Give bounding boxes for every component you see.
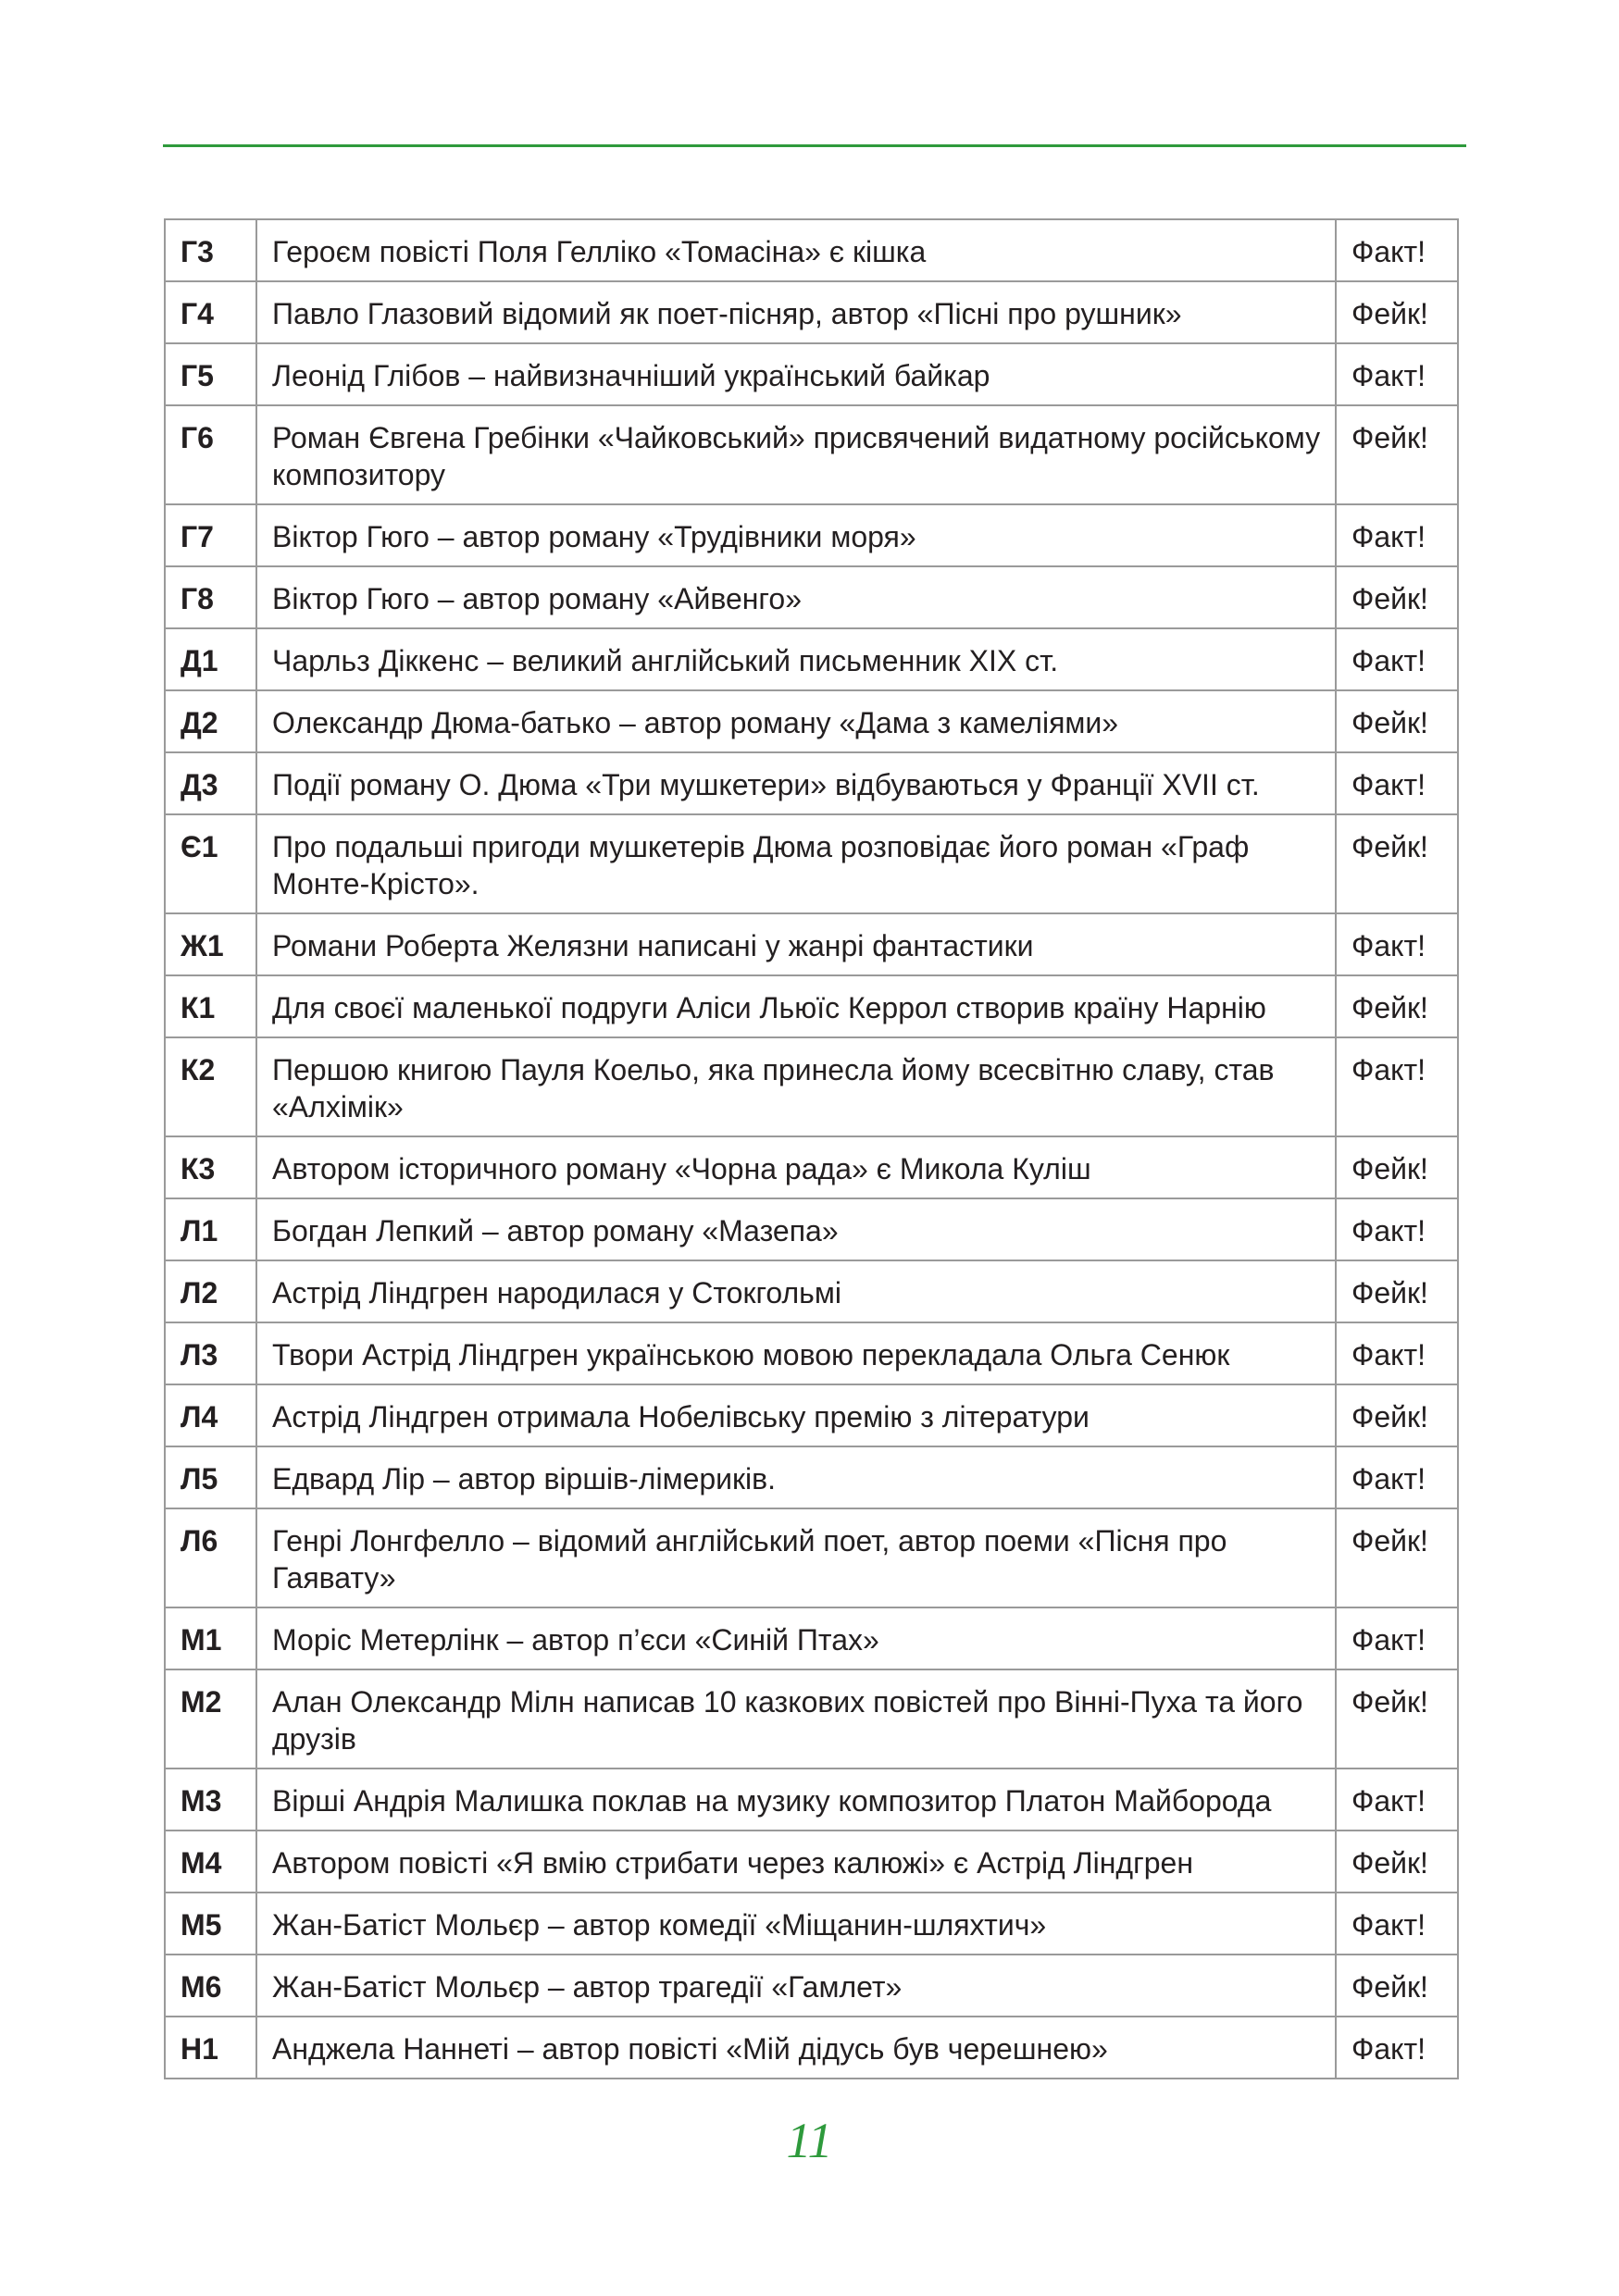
table-body <box>165 219 1458 2079</box>
row-code: Г8 <box>165 566 256 628</box>
row-code: Ж1 <box>165 913 256 975</box>
row-verdict: Фейк! <box>1336 1508 1458 1607</box>
table-row <box>165 1831 1458 1893</box>
table-row <box>165 343 1458 405</box>
row-code: Л1 <box>165 1198 256 1260</box>
row-code: М5 <box>165 1893 256 1955</box>
row-verdict: Факт! <box>1336 752 1458 814</box>
table-row <box>165 975 1458 1037</box>
row-statement: Романи Роберта Желязни написані у жанрі фантастики <box>256 913 1336 975</box>
table-row <box>165 1198 1458 1260</box>
row-statement: Героєм повісті Поля Гелліко «Томасіна» є кішка <box>256 219 1336 281</box>
row-verdict: Факт! <box>1336 1322 1458 1384</box>
table-row <box>165 281 1458 343</box>
row-statement: Олександр Дюма-батько – автор роману «Дама з камеліями» <box>256 690 1336 752</box>
row-statement: Чарльз Діккенс – великий англійський письменник XIX ст. <box>256 628 1336 690</box>
table-row <box>165 219 1458 281</box>
row-verdict: Фейк! <box>1336 405 1458 504</box>
table-row <box>165 1136 1458 1198</box>
table-row <box>165 814 1458 913</box>
row-statement: Роман Євгена Гребінки «Чайковський» присвячений видатному російському композитору <box>256 405 1336 504</box>
table-row <box>165 913 1458 975</box>
row-verdict: Факт! <box>1336 1769 1458 1831</box>
table-row <box>165 628 1458 690</box>
table-row <box>165 405 1458 504</box>
row-code: Л6 <box>165 1508 256 1607</box>
table-row <box>165 1260 1458 1322</box>
row-verdict: Факт! <box>1336 2017 1458 2079</box>
row-statement: Моріс Метерлінк – автор п’єси «Синій Птах» <box>256 1607 1336 1669</box>
row-code: Л5 <box>165 1446 256 1508</box>
row-code: М1 <box>165 1607 256 1669</box>
row-verdict: Факт! <box>1336 1607 1458 1669</box>
row-code: Г5 <box>165 343 256 405</box>
row-code: М2 <box>165 1669 256 1769</box>
row-statement: Павло Глазовий відомий як поет-пісняр, автор «Пісні про рушник» <box>256 281 1336 343</box>
row-statement: Першою книгою Пауля Коельо, яка принесла йому всесвітню славу, став «Алхімік» <box>256 1037 1336 1136</box>
page-number: 11 <box>786 2113 833 2168</box>
row-statement: Події роману О. Дюма «Три мушкетери» відбуваються у Франції XVII ст. <box>256 752 1336 814</box>
row-statement: Леонід Глібов – найвизначніший український байкар <box>256 343 1336 405</box>
table-row <box>165 1508 1458 1607</box>
row-verdict: Фейк! <box>1336 1669 1458 1769</box>
row-code: М4 <box>165 1831 256 1893</box>
row-code: К3 <box>165 1136 256 1198</box>
row-code: Д1 <box>165 628 256 690</box>
row-verdict: Фейк! <box>1336 1831 1458 1893</box>
row-code: Г4 <box>165 281 256 343</box>
row-statement: Едвард Лір – автор віршів-лімериків. <box>256 1446 1336 1508</box>
row-statement: Про подальші пригоди мушкетерів Дюма розповідає його роман «Граф Монте-Крісто». <box>256 814 1336 913</box>
table-row <box>165 1037 1458 1136</box>
row-verdict: Фейк! <box>1336 1955 1458 2017</box>
row-verdict: Факт! <box>1336 1893 1458 1955</box>
header-rule <box>163 144 1466 147</box>
row-verdict: Факт! <box>1336 343 1458 405</box>
row-verdict: Фейк! <box>1336 1260 1458 1322</box>
table-row <box>165 1607 1458 1669</box>
row-verdict: Факт! <box>1336 1198 1458 1260</box>
row-statement: Для своєї маленької подруги Аліси Льюїс Керрол створив країну Нарнію <box>256 975 1336 1037</box>
row-verdict: Факт! <box>1336 628 1458 690</box>
row-verdict: Фейк! <box>1336 690 1458 752</box>
row-code: Л4 <box>165 1384 256 1446</box>
table-row <box>165 1893 1458 1955</box>
row-verdict: Факт! <box>1336 1037 1458 1136</box>
row-verdict: Факт! <box>1336 219 1458 281</box>
row-statement: Віктор Гюго – автор роману «Айвенго» <box>256 566 1336 628</box>
table-row <box>165 1669 1458 1769</box>
row-verdict: Фейк! <box>1336 1384 1458 1446</box>
row-verdict: Факт! <box>1336 913 1458 975</box>
fact-or-fake-table <box>164 218 1459 2079</box>
row-statement: Автором історичного роману «Чорна рада» є Микола Куліш <box>256 1136 1336 1198</box>
table-row <box>165 1322 1458 1384</box>
row-statement: Анджела Наннеті – автор повісті «Мій дідусь був черешнею» <box>256 2017 1336 2079</box>
row-verdict: Фейк! <box>1336 566 1458 628</box>
row-code: Г7 <box>165 504 256 566</box>
table-row <box>165 504 1458 566</box>
row-statement: Астрід Ліндгрен народилася у Стокгольмі <box>256 1260 1336 1322</box>
row-statement: Жан-Батіст Мольєр – автор комедії «Міщанин-шляхтич» <box>256 1893 1336 1955</box>
row-statement: Богдан Лепкий – автор роману «Мазепа» <box>256 1198 1336 1260</box>
table-row <box>165 690 1458 752</box>
row-statement: Віктор Гюго – автор роману «Трудівники моря» <box>256 504 1336 566</box>
row-statement: Генрі Лонгфелло – відомий англійський поет, автор поеми «Пісня про Гаявату» <box>256 1508 1336 1607</box>
row-statement: Астрід Ліндгрен отримала Нобелівську премію з літератури <box>256 1384 1336 1446</box>
row-code: Л2 <box>165 1260 256 1322</box>
row-code: М3 <box>165 1769 256 1831</box>
row-code: Л3 <box>165 1322 256 1384</box>
row-code: Г6 <box>165 405 256 504</box>
table-row <box>165 1446 1458 1508</box>
row-code: К2 <box>165 1037 256 1136</box>
row-code: Г3 <box>165 219 256 281</box>
table-row <box>165 752 1458 814</box>
table-row <box>165 2017 1458 2079</box>
table-row <box>165 1384 1458 1446</box>
row-verdict: Фейк! <box>1336 1136 1458 1198</box>
row-code: К1 <box>165 975 256 1037</box>
row-verdict: Факт! <box>1336 1446 1458 1508</box>
row-verdict: Фейк! <box>1336 975 1458 1037</box>
row-statement: Вірші Андрія Малишка поклав на музику композитор Платон Майборода <box>256 1769 1336 1831</box>
row-code: Д2 <box>165 690 256 752</box>
row-verdict: Фейк! <box>1336 281 1458 343</box>
row-verdict: Фейк! <box>1336 814 1458 913</box>
table-row <box>165 1955 1458 2017</box>
row-statement: Автором повісті «Я вмію стрибати через калюжі» є Астрід Ліндгрен <box>256 1831 1336 1893</box>
row-verdict: Факт! <box>1336 504 1458 566</box>
row-code: Н1 <box>165 2017 256 2079</box>
row-statement: Жан-Батіст Мольєр – автор трагедії «Гамлет» <box>256 1955 1336 2017</box>
row-statement: Твори Астрід Ліндгрен українською мовою перекладала Ольга Сенюк <box>256 1322 1336 1384</box>
row-code: М6 <box>165 1955 256 2017</box>
row-code: Є1 <box>165 814 256 913</box>
table-row <box>165 1769 1458 1831</box>
row-statement: Алан Олександр Мілн написав 10 казкових повістей про Вінні-Пуха та його друзів <box>256 1669 1336 1769</box>
table-row <box>165 566 1458 628</box>
row-code: Д3 <box>165 752 256 814</box>
